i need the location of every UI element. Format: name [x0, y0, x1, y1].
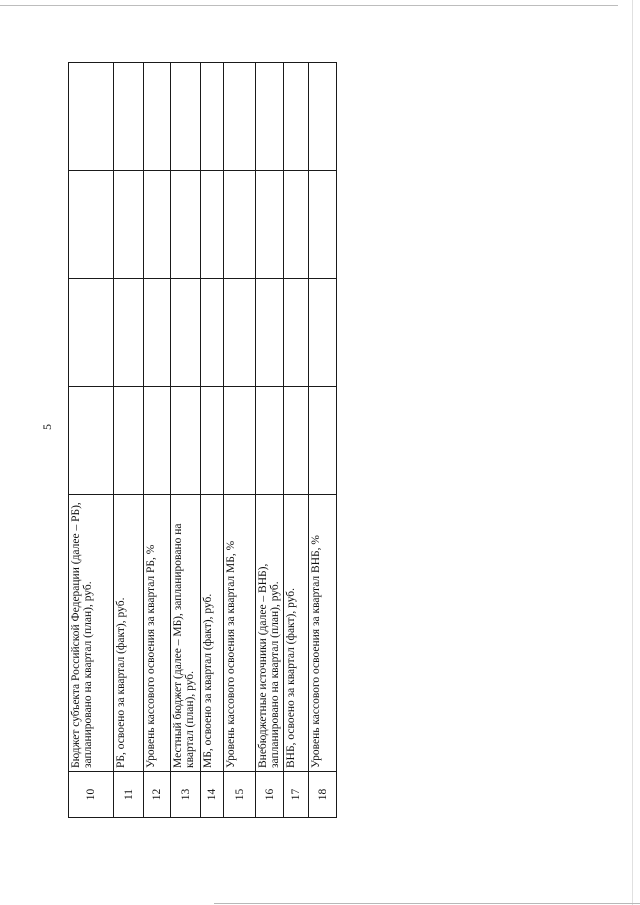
table-row [256, 63, 284, 818]
scan-edge-bottom [214, 903, 640, 904]
value-cell [309, 387, 337, 495]
table-row [224, 63, 256, 818]
row-number: 14 [201, 772, 224, 818]
value-cell [69, 63, 114, 171]
row-number: 13 [171, 772, 201, 818]
row-label: МБ, освоено за квартал (факт), руб. [201, 495, 224, 772]
value-cell [114, 63, 144, 171]
row-label: Уровень кассового освоения за квартал РБ, % [144, 495, 171, 772]
row-number: 10 [69, 772, 114, 818]
rotated-table-container [68, 63, 336, 818]
value-cell [309, 279, 337, 387]
value-cell [69, 387, 114, 495]
row-label: РБ, освоено за квартал (факт), руб. [114, 495, 144, 772]
scan-edge-top [0, 5, 618, 6]
value-cell [144, 63, 171, 171]
table-row [144, 63, 171, 818]
value-cell [171, 387, 201, 495]
page-number: 5 [40, 424, 54, 430]
row-label: Уровень кассового освоения за квартал ВНБ, % [309, 495, 337, 772]
row-label: Уровень кассового освоения за квартал МБ, % [224, 495, 256, 772]
value-cell [284, 279, 309, 387]
value-cell [201, 171, 224, 279]
table-row [284, 63, 309, 818]
value-cell [284, 63, 309, 171]
value-cell [171, 279, 201, 387]
row-label: Бюджет субъекта Российской Федерации (далее – РБ), запланировано на квартал (план), руб. [69, 495, 114, 772]
row-number: 15 [224, 772, 256, 818]
value-cell [171, 63, 201, 171]
value-cell [309, 171, 337, 279]
value-cell [224, 279, 256, 387]
value-cell [256, 171, 284, 279]
row-number: 12 [144, 772, 171, 818]
row-label: ВНБ, освоено за квартал (факт), руб. [284, 495, 309, 772]
value-cell [69, 171, 114, 279]
value-cell [144, 387, 171, 495]
row-number: 17 [284, 772, 309, 818]
value-cell [224, 171, 256, 279]
value-cell [114, 279, 144, 387]
value-cell [144, 171, 171, 279]
value-cell [224, 387, 256, 495]
value-cell [201, 279, 224, 387]
value-cell [171, 171, 201, 279]
row-number: 16 [256, 772, 284, 818]
value-cell [201, 387, 224, 495]
value-cell [309, 63, 337, 171]
row-label: Местный бюджет (далее – МБ), запланировано на квартал (план), руб. [171, 495, 201, 772]
table-row [69, 63, 114, 818]
table-row [114, 63, 144, 818]
value-cell [284, 387, 309, 495]
table-row [309, 63, 337, 818]
value-cell [256, 387, 284, 495]
table-row [201, 63, 224, 818]
table-row [171, 63, 201, 818]
value-cell [256, 279, 284, 387]
budget-table [68, 62, 337, 818]
row-number: 18 [309, 772, 337, 818]
value-cell [224, 63, 256, 171]
value-cell [114, 387, 144, 495]
value-cell [69, 279, 114, 387]
value-cell [256, 63, 284, 171]
scan-edge-right [632, 0, 633, 905]
value-cell [114, 171, 144, 279]
value-cell [201, 63, 224, 171]
value-cell [284, 171, 309, 279]
row-number: 11 [114, 772, 144, 818]
row-label: Внебюджетные источники (далее – ВНБ), запланировано на квартал (план), руб. [256, 495, 284, 772]
value-cell [144, 279, 171, 387]
